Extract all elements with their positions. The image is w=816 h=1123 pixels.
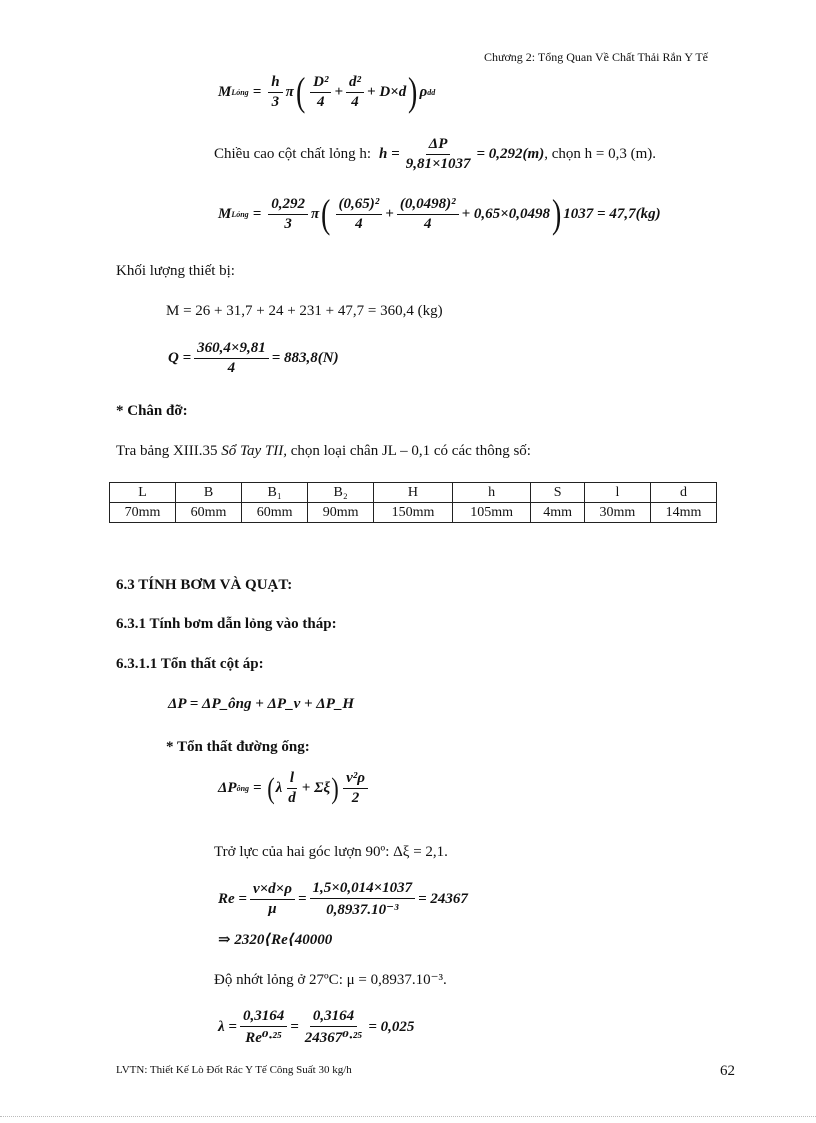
- q-fraction: $\frac{360,4\times 9,81}{4}$: [194, 340, 269, 377]
- table-value-cell: 60mm: [176, 503, 242, 523]
- equation-pipe-loss: ΔP ông = ( λ $\frac{l}{d}$ + Σξ ) $\frac{\text{v²ρ}}{2}$: [218, 770, 371, 807]
- table-header-cell: S: [531, 483, 584, 503]
- lambda-symbol: λ: [275, 780, 283, 796]
- re-result: = 24367: [418, 891, 468, 907]
- h-fraction: $\frac{\Delta P}{9,81\times 1037}$: [405, 136, 471, 172]
- rho-sub: dd: [427, 87, 436, 97]
- l-over-d-fraction: $\frac{l}{d}$: [288, 770, 296, 806]
- equation-m-long-numeric: M Lỏng = $\frac{0,292}{3}$ π ( $\frac{\text{(0,65)²}}{4}$ + $\frac{\text{(0,0498)²}}{4}$ + 0,65×0,0498 ) 1037 = 47,7(kg): [218, 191, 661, 236]
- viscosity-text: Độ nhớt lỏng ở 27ºC: μ = 0,8937.10⁻³.: [214, 972, 447, 988]
- table-value-cell: 105mm: [452, 503, 531, 523]
- section-6-3-1-heading: 6.3.1 Tính bơm dẫn lỏng vào tháp:: [116, 616, 337, 632]
- q-result: = 883,8(N): [271, 350, 339, 366]
- lambda-fraction-2: $\frac{0,3164}{\text{24367⁰·²⁵}}$: [304, 1008, 363, 1046]
- table-value-cell: 30mm: [584, 503, 650, 523]
- table-header-cell: B: [176, 483, 242, 503]
- mass-equation: M = 26 + 31,7 + 24 + 231 + 47,7 = 360,4 (kg): [166, 303, 443, 319]
- re-lhs: Re =: [218, 891, 247, 907]
- support-heading: * Chân đỡ:: [116, 403, 188, 419]
- pipe-loss-heading: * Tổn thất đường ống:: [166, 739, 310, 755]
- table-header-cell: d: [650, 483, 716, 503]
- rho-symbol: ρ: [419, 83, 428, 100]
- dpong-lhs-sub: ông: [236, 784, 250, 793]
- table-header-cell: H: [374, 483, 453, 503]
- eq2-lhs: M: [218, 205, 232, 222]
- table-value-cell: 90mm: [308, 503, 374, 523]
- eq2-result: 1037 = 47,7(kg): [563, 205, 661, 222]
- table-value-row: [110, 503, 717, 523]
- eq2-term1-fraction: $\frac{\text{(0,65)²}}{4}$: [336, 196, 383, 233]
- h-result: = 0,292(m): [476, 146, 545, 162]
- table-header-cell: l: [584, 483, 650, 503]
- equation-q: [168, 340, 339, 377]
- dpong-lhs: ΔP: [218, 780, 237, 796]
- equation-lambda: λ = $\frac{0,3164}{\text{Re⁰·²⁵}}$ = $\frac{0,3164}{\text{24367⁰·²⁵}}$ = 0,025: [218, 1008, 415, 1046]
- eq2-lhs-sub: Lỏng: [231, 209, 249, 219]
- page-number: 62: [720, 1063, 735, 1079]
- lambda-lhs: λ =: [218, 1019, 237, 1035]
- support-text-book: Sổ Tay TII,: [221, 443, 287, 459]
- eq-lhs-sub: Lỏng: [231, 87, 249, 97]
- support-text-a: Tra bảng XIII.35: [116, 443, 222, 459]
- pi-symbol: π: [285, 83, 294, 100]
- table-header-cell: B₁: [242, 483, 308, 503]
- lambda-fraction-1: $\frac{0,3164}{\text{Re⁰·²⁵}}$: [240, 1008, 287, 1047]
- footer-rule: [0, 1116, 816, 1117]
- h-lhs: h =: [379, 146, 400, 162]
- equation-reynolds: Re = $\frac{v\times d\times\rho}{\mu}$ = $\frac{1,5\times 0,014\times 1037}{\text{0,8937.10⁻³}}$ = 24367: [218, 880, 468, 918]
- section-6-3-1-1-heading: 6.3.1.1 Tổn thất cột áp:: [116, 656, 264, 672]
- eq-lhs: M: [218, 83, 232, 100]
- term2-fraction: $\frac{\text{d²}}{4}$: [346, 74, 364, 111]
- equation-total-pressure-loss: ΔP = ΔP_ông + ΔP_v + ΔP_H: [168, 696, 355, 712]
- re-fraction-1: $\frac{v\times d\times\rho}{\mu}$: [250, 881, 295, 918]
- page-footer: LVTN: Thiết Kế Lò Đốt Rác Y Tế Công Suất 30 kg/h: [116, 1064, 352, 1076]
- table-value-cell: 70mm: [110, 503, 176, 523]
- eq2-tail: + 0,65×0,0498: [461, 205, 550, 222]
- table-value-cell: 14mm: [650, 503, 716, 523]
- mass-label: Khối lượng thiết bị:: [116, 263, 235, 279]
- reynolds-range: ⇒ 2320⟨Re⟨40000: [218, 932, 333, 948]
- velocity-fraction: $\frac{\text{v²ρ}}{2}$: [343, 770, 368, 807]
- table-header-row: [110, 483, 717, 503]
- lambda-result: = 0,025: [368, 1019, 415, 1035]
- h-choice: , chọn h = 0,3 (m).: [544, 146, 656, 162]
- support-spec-table: [109, 482, 717, 523]
- section-6-3-heading: 6.3 TÍNH BƠM VÀ QUẠT:: [116, 577, 293, 593]
- coef-fraction: $\frac{h}{3}$: [268, 74, 282, 111]
- eq2-pi: π: [311, 205, 320, 222]
- q-lhs: Q =: [168, 350, 192, 366]
- liquid-height-text: Chiều cao cột chất lỏng h:: [214, 146, 372, 162]
- page-header: Chương 2: Tổng Quan Về Chất Thải Rắn Y Tế: [483, 50, 708, 64]
- equation-m-long: M Lỏng = $\frac{h}{3}$ π ( $\frac{\text{D²}}{4}$ + $\frac{\text{d²}}{4}$ + D×d ) ρ dd: [218, 69, 436, 114]
- liquid-height-line: [214, 136, 656, 173]
- support-text-c: chọn loại chân JL – 0,1 có các thông số:: [286, 443, 531, 459]
- term1-fraction: $\frac{\text{D²}}{4}$: [310, 74, 331, 111]
- table-header-cell: L: [110, 483, 176, 503]
- table-value-cell: 4mm: [531, 503, 584, 523]
- table-value-cell: 60mm: [242, 503, 308, 523]
- resistance-text: Trở lực của hai góc lượn 90º: Δξ = 2,1.: [214, 844, 448, 860]
- table-value-cell: 150mm: [374, 503, 453, 523]
- table-header-cell: B₂: [308, 483, 374, 503]
- sum-xi: + Σξ: [301, 780, 331, 796]
- eq2-term2-fraction: $\frac{\text{(0,0498)²}}{4}$: [397, 196, 459, 233]
- eq2-coef-fraction: $\frac{0,292}{3}$: [268, 196, 308, 233]
- support-text: [116, 443, 531, 460]
- eq-tail: + D×d: [367, 83, 407, 100]
- re-fraction-2: $\frac{1,5\times 0,014\times 1037}{\text{0,8937.10⁻³}}$: [310, 880, 416, 919]
- table-header-cell: h: [452, 483, 531, 503]
